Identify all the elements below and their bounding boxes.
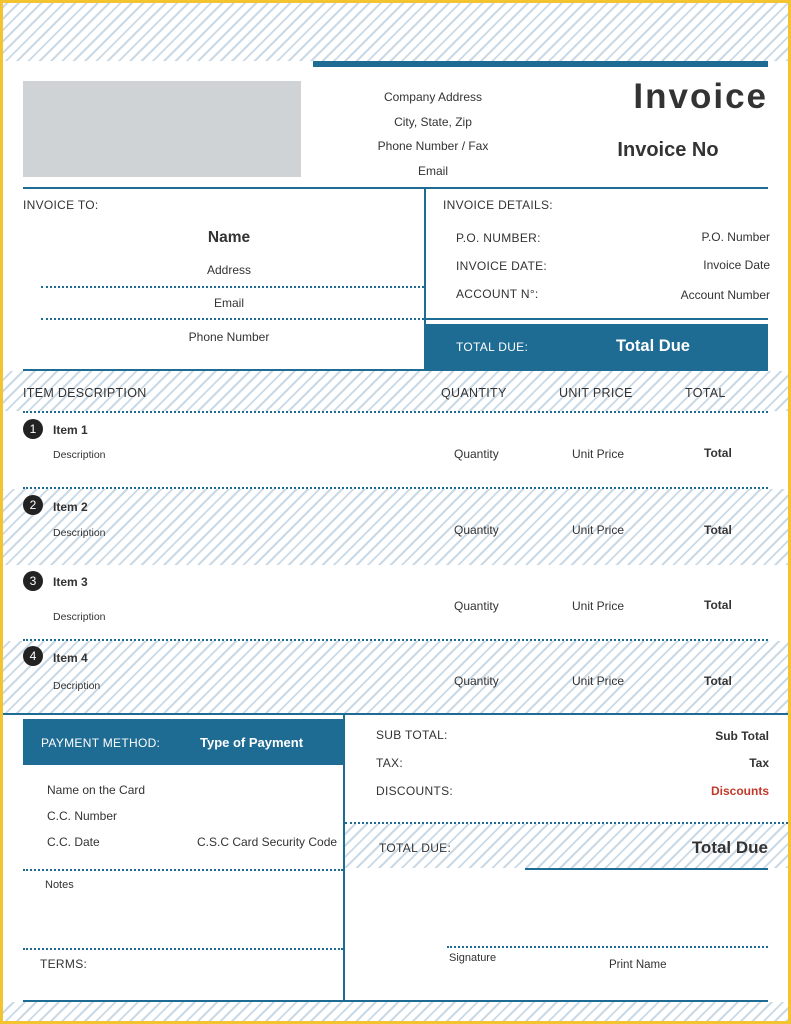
item-unit-price: Unit Price — [572, 599, 625, 613]
company-address: Company Address — [383, 90, 483, 104]
subtotal-value: Sub Total — [715, 729, 769, 743]
card-security-code: C.S.C Card Security Code — [197, 835, 338, 849]
company-phone: Phone Number / Fax — [377, 139, 489, 153]
item-description-header: ITEM DESCRIPTION — [23, 386, 147, 400]
company-info — [353, 85, 513, 183]
payment-divider — [23, 869, 343, 871]
total-header: TOTAL — [685, 386, 726, 400]
po-number-value: P.O. Number — [701, 230, 770, 244]
payment-type: Type of Payment — [200, 735, 304, 750]
quantity-header: QUANTITY — [441, 386, 507, 400]
name-on-card: Name on the Card — [47, 783, 146, 797]
item-description: Description — [53, 449, 106, 461]
item-name: Item 4 — [53, 651, 88, 665]
item-quantity: Quantity — [454, 447, 499, 461]
total-due-underline — [525, 868, 768, 870]
item-description: Decription — [53, 680, 101, 692]
client-email: Email — [213, 296, 244, 310]
po-number-label: P.O. NUMBER: — [456, 231, 541, 245]
invoice-to-label: INVOICE TO: — [23, 198, 99, 212]
unit-price-header: UNIT PRICE — [559, 386, 633, 400]
item-row-band — [3, 641, 788, 713]
invoice-page — [3, 3, 788, 1021]
item-total: Total — [704, 446, 732, 460]
item-total: Total — [704, 598, 732, 612]
company-city: City, State, Zip — [394, 114, 472, 129]
payment-method-box — [23, 719, 343, 765]
item-quantity: Quantity — [454, 674, 499, 688]
item-description: Description — [53, 611, 106, 623]
item-total: Total — [704, 674, 732, 688]
header-accent-bar — [313, 61, 768, 67]
details-divider — [426, 318, 768, 320]
print-name-label: Print Name — [609, 959, 667, 971]
item-row-band — [3, 489, 788, 565]
top-stripe-band — [3, 3, 788, 61]
item-unit-price: Unit Price — [572, 674, 625, 688]
discounts-value: Discounts — [710, 784, 769, 798]
tax-label: TAX: — [376, 756, 403, 770]
items-bottom-line — [3, 713, 788, 715]
item-description: Description — [53, 527, 106, 539]
item-quantity: Quantity — [454, 523, 499, 537]
payment-method-label: PAYMENT METHOD: — [41, 736, 161, 750]
notes-label: Notes — [45, 879, 74, 891]
item-name: Item 2 — [53, 500, 88, 514]
company-email: Email — [417, 163, 448, 178]
header-separator — [23, 187, 768, 189]
email-divider — [41, 318, 424, 320]
client-phone: Phone Number — [188, 330, 270, 344]
tax-value: Tax — [749, 756, 769, 770]
item-number-badge: 3 — [23, 571, 43, 591]
invoice-details-label: INVOICE DETAILS: — [443, 198, 553, 212]
address-divider — [41, 286, 424, 288]
item-total: Total — [704, 523, 732, 537]
notes-divider — [23, 948, 343, 950]
client-address: Address — [206, 263, 252, 277]
item-number-badge: 1 — [23, 419, 43, 439]
cc-number: C.C. Number — [47, 809, 118, 823]
account-number-value: Account Number — [680, 288, 770, 302]
item-name: Item 1 — [53, 423, 88, 437]
account-number-label: ACCOUNT N°: — [456, 287, 539, 301]
item-number-badge: 4 — [23, 646, 43, 666]
invoice-date-value: Invoice Date — [703, 258, 770, 272]
bottom-stripe-band — [3, 1002, 788, 1021]
total-due-label: TOTAL DUE: — [456, 340, 529, 354]
item-quantity: Quantity — [454, 599, 499, 613]
item-unit-price: Unit Price — [572, 523, 625, 537]
items-header-divider — [23, 411, 768, 413]
logo-placeholder — [23, 81, 301, 177]
subtotal-label: SUB TOTAL: — [376, 728, 448, 742]
signature-line — [447, 946, 768, 948]
client-name: Name — [207, 229, 251, 246]
item-unit-price: Unit Price — [572, 447, 625, 461]
summary-total-due-value: Total Due — [691, 838, 768, 857]
terms-label: TERMS: — [40, 957, 88, 971]
total-due-value: Total Due — [616, 337, 690, 355]
invoice-number: Invoice No — [617, 139, 719, 161]
invoice-date-label: INVOICE DATE: — [456, 259, 548, 273]
signature-label: Signature — [449, 952, 497, 964]
item-name: Item 3 — [53, 575, 88, 589]
cc-date: C.C. Date — [47, 835, 100, 849]
item-number-badge: 2 — [23, 495, 43, 515]
invoice-title: Invoice — [633, 77, 768, 116]
discounts-label: DISCOUNTS: — [376, 784, 454, 798]
total-due-box — [426, 324, 768, 369]
summary-total-due-label: TOTAL DUE: — [379, 841, 452, 855]
